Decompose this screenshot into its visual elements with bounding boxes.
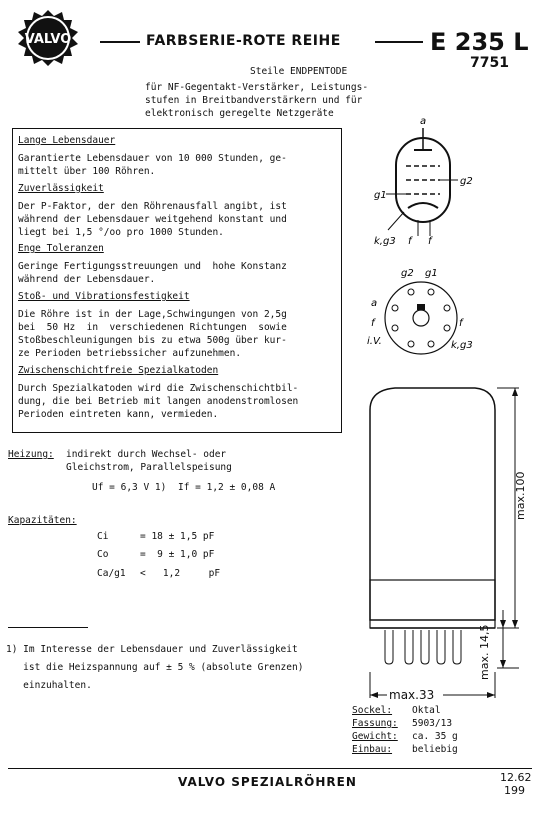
footnote-line: einzuhalten. <box>6 680 92 691</box>
feature-line: ze Perioden betriebssicher aufzunehmen. <box>18 348 242 359</box>
intro-title: Steile ENDPENTODE <box>250 66 348 77</box>
feature-line: Die Röhre ist in der Lage,Schwingungen von 2,5g <box>18 309 287 320</box>
svg-text:g1: g1 <box>425 268 438 279</box>
feature-line: Stoßbeschleunigungen bis zu etwa 500g über kur- <box>18 335 287 346</box>
header-rule-left <box>100 41 140 43</box>
cap-value: < 1,2 pF <box>140 568 221 579</box>
tube-outline <box>355 380 535 705</box>
svg-text:f: f <box>408 236 412 247</box>
svg-text:a: a <box>371 298 378 309</box>
dim-height: max.100 <box>514 471 527 520</box>
footer-title: VALVO SPEZIALRÖHREN <box>178 775 357 789</box>
cap-symbol: Co <box>97 549 109 560</box>
tube-number: 7751 <box>470 55 509 71</box>
spec-value: Oktal <box>412 705 441 716</box>
feature-line: liegt bei 1,5 °/oo pro 1000 Stunden. <box>18 227 224 238</box>
feature-heading: Stoß- und Vibrationsfestigkeit <box>18 291 190 302</box>
spec-key: Sockel: <box>352 705 393 716</box>
feature-line: Der P-Faktor, der den Röhrenausfall angibt, ist <box>18 201 287 212</box>
cap-value: = 9 ± 1,0 pF <box>140 549 215 560</box>
svg-text:f: f <box>428 236 432 247</box>
footer-date: 12.62 <box>500 771 532 784</box>
spec-value: beliebig <box>412 744 458 755</box>
footnote-line: 1) Im Interesse der Lebensdauer und Zuverlässigkeit <box>6 644 298 655</box>
dim-width: max.33 <box>389 688 435 702</box>
feature-line: während der Lebensdauer. <box>18 274 156 285</box>
feature-line: Garantierte Lebensdauer von 10 000 Stunden, ge- <box>18 153 287 164</box>
capacitance-label: Kapazitäten: <box>8 515 77 526</box>
heating-current: If = 1,2 ± 0,08 A <box>178 482 276 493</box>
feature-heading: Enge Toleranzen <box>18 243 104 254</box>
feature-line: bei 50 Hz in verschiedenen Richtungen sowie <box>18 322 287 333</box>
feature-heading: Lange Lebensdauer <box>18 135 116 146</box>
dim-pins: max. 14,5 <box>478 624 491 680</box>
feature-line: mittelt über 100 Röhren. <box>18 166 156 177</box>
features-box <box>12 128 342 433</box>
svg-text:f: f <box>371 318 375 329</box>
svg-text:k,g3: k,g3 <box>374 236 396 247</box>
header-rule-right <box>375 41 423 43</box>
footer-rule <box>8 768 532 769</box>
svg-text:g1: g1 <box>374 190 387 201</box>
svg-text:f: f <box>459 318 463 329</box>
heating-text: indirekt durch Wechsel- oder <box>66 449 227 460</box>
feature-heading: Zwischenschichtfreie Spezialkatoden <box>18 365 219 376</box>
footnote-rule <box>8 627 88 628</box>
base-diagram <box>365 262 485 357</box>
spec-value: 5903/13 <box>412 718 453 729</box>
feature-line: während der Lebensdauer weitgehend konstant und <box>18 214 287 225</box>
intro-line: für NF-Gegentakt-Verstärker, Leistungs- <box>145 82 369 93</box>
series-title: FARBSERIE-ROTE REIHE <box>146 33 341 49</box>
feature-line: Geringe Fertigungsstreuungen und hohe Konstanz <box>18 261 287 272</box>
svg-text:a: a <box>420 116 427 127</box>
cap-symbol: Ca/g1 <box>97 568 126 579</box>
heating-label: Heizung: <box>8 449 54 460</box>
valvo-logo <box>14 8 82 68</box>
spec-key: Einbau: <box>352 744 393 755</box>
tube-symbol <box>368 112 498 252</box>
feature-line: dung, die bei Betrieb mit langen anodenstromlosen <box>18 396 299 407</box>
feature-heading: Zuverlässigkeit <box>18 183 104 194</box>
heating-voltage: Uf = 6,3 V 1) <box>92 482 167 493</box>
spec-key: Fassung: <box>352 718 398 729</box>
spec-value: ca. 35 g <box>412 731 458 742</box>
heating-text: Gleichstrom, Parallelspeisung <box>66 462 232 473</box>
svg-text:g2: g2 <box>460 176 473 187</box>
footer-page: 199 <box>504 784 525 797</box>
footnote-line: ist die Heizspannung auf ± 5 % (absolute Grenzen) <box>6 662 304 673</box>
intro-line: elektronisch geregelte Netzgeräte <box>145 108 334 119</box>
svg-text:VALVO: VALVO <box>24 32 72 47</box>
cap-symbol: Ci <box>97 531 109 542</box>
svg-text:k,g3: k,g3 <box>451 340 473 351</box>
feature-line: Durch Spezialkatoden wird die Zwischenschichtbil- <box>18 383 299 394</box>
cap-value: = 18 ± 1,5 pF <box>140 531 215 542</box>
tube-type: E 235 L <box>430 28 529 56</box>
intro-line: stufen in Breitbandverstärkern und für <box>145 95 363 106</box>
svg-text:i.V.: i.V. <box>367 336 382 347</box>
svg-text:g2: g2 <box>401 268 414 279</box>
feature-line: Perioden eintreten kann, vermieden. <box>18 409 219 420</box>
spec-key: Gewicht: <box>352 731 398 742</box>
